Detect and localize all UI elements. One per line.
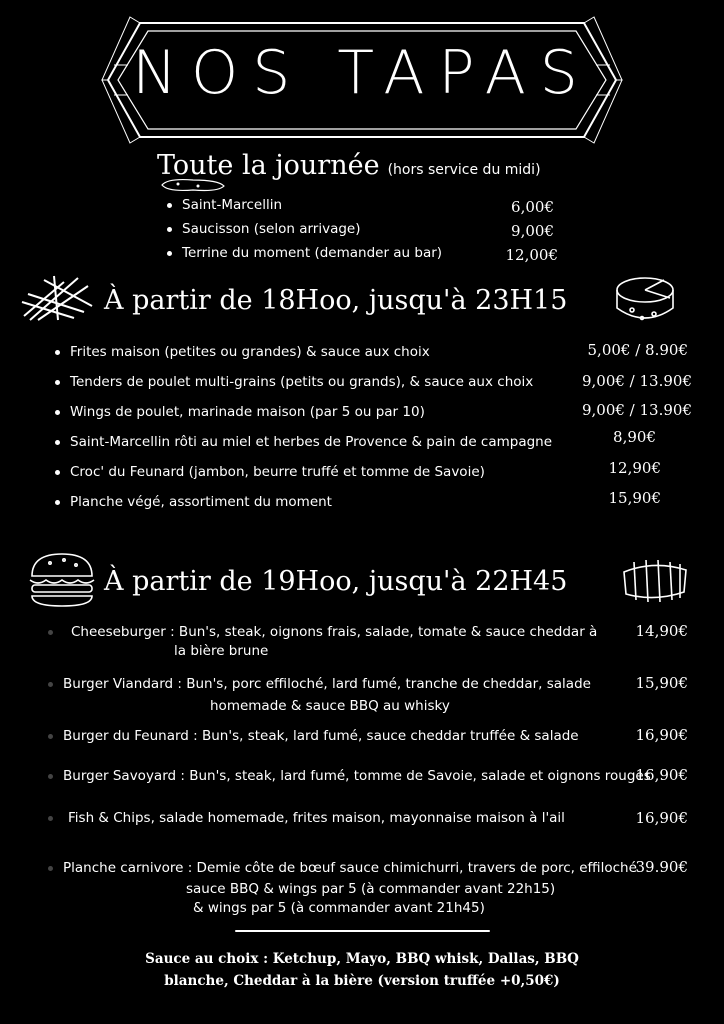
item-label: Saint-Marcellin [182,197,283,213]
item-price: 39.90€ [635,858,688,876]
bullet-icon [167,227,172,232]
item-price: 9,00€ / 13.90€ [581,372,692,390]
item-price: 12,90€ [608,459,661,477]
item-price: 16,90€ [635,766,688,784]
list-item [48,768,651,784]
list-item [48,860,637,876]
section-1-title: Toute la journée [157,150,380,181]
item-label-cont: & wings par 5 (à commander avant 21h45) [193,900,485,916]
list-item [55,434,552,450]
burger-icon [26,550,98,608]
bullet-icon [48,866,53,871]
bullet-icon [55,470,60,475]
list-item [48,676,591,692]
bullet-icon [48,734,53,739]
item-label: Croc' du Feunard (jambon, beurre truffé et tomme de Savoie) [70,464,485,480]
section-2-title: À partir de 18Hoo, jusqu'à 23H15 [104,285,568,316]
bullet-icon [55,380,60,385]
item-label: Planche végé, assortiment du moment [70,494,332,510]
bullet-icon [55,500,60,505]
item-label: Burger Savoyard : Bun's, steak, lard fumé, tomme de Savoie, salade et oignons rouges [63,768,651,784]
item-price: 15,90€ [608,489,661,507]
divider [235,930,490,932]
item-label: Terrine du moment (demander au bar) [182,245,443,261]
bullet-icon [48,682,53,687]
item-price: 8,90€ [613,428,656,446]
item-label-cont: sauce BBQ & wings par 5 (à commander avant 22h15) [186,881,556,897]
item-label: Wings de poulet, marinade maison (par 5 ou par 10) [70,404,425,420]
page-title: NOS TAPAS [132,38,592,108]
item-price: 16,90€ [635,809,688,827]
item-label: Frites maison (petites ou grandes) & sauce aux choix [70,344,430,360]
item-price: 16,90€ [635,726,688,744]
list-item [167,221,361,237]
bullet-icon [48,774,53,779]
bullet-icon [167,203,172,208]
cheese-icon [612,270,678,330]
sauce-line-2: blanche, Cheddar à la bière (version truffée +0,50€) [164,973,560,989]
item-price: 6,00€ [511,198,554,216]
item-price: 15,90€ [635,674,688,692]
item-price: 14,90€ [635,622,688,640]
list-item [55,374,533,390]
sauce-line-1: Sauce au choix : Ketchup, Mayo, BBQ whisk, Dallas, BBQ [145,951,579,967]
ribs-icon [618,556,692,606]
list-item [55,494,332,510]
list-item [55,404,425,420]
item-price: 9,00€ / 13.90€ [581,401,692,419]
item-label: Tenders de poulet multi-grains (petits ou grands), & sauce aux choix [70,374,534,390]
item-label: Burger Viandard : Bun's, porc effiloché, lard fumé, tranche de cheddar, salade [63,676,591,692]
item-price: 12,00€ [505,246,558,264]
item-label: Burger du Feunard : Bun's, steak, lard fumé, sauce cheddar truffée & salade [63,728,579,744]
list-item [55,464,485,480]
list-item [167,245,442,261]
section-3-title: À partir de 19Hoo, jusqu'à 22H45 [104,566,568,597]
list-item [48,624,597,640]
bullet-icon [167,251,172,256]
bullet-icon [55,350,60,355]
bullet-icon [55,440,60,445]
item-price: 9,00€ [511,222,554,240]
item-label-cont: la bière brune [174,643,269,659]
list-item [55,344,430,360]
list-item [167,197,282,213]
item-label: Saint-Marcellin rôti au miel et herbes de Provence & pain de campagne [70,434,553,450]
list-item [48,728,579,744]
list-item [48,810,565,826]
item-label: Planche carnivore : Demie côte de bœuf sauce chimichurri, travers de porc, effiloché [63,860,637,876]
item-label: Cheeseburger : Bun's, steak, oignons frais, salade, tomate & sauce cheddar à [71,624,598,640]
fries-icon [18,272,98,324]
item-label: Fish & Chips, salade homemade, frites maison, mayonnaise maison à l'ail [68,810,565,826]
sauce-note [0,948,724,992]
item-price: 5,00€ / 8.90€ [587,341,688,359]
sausage-icon [158,176,228,194]
item-label: Saucisson (selon arrivage) [182,221,361,237]
bullet-icon [55,410,60,415]
bullet-icon [48,630,53,635]
bullet-icon [48,816,53,821]
section-1-note: (hors service du midi) [387,162,541,178]
item-label-cont: homemade & sauce BBQ au whisky [210,698,450,714]
